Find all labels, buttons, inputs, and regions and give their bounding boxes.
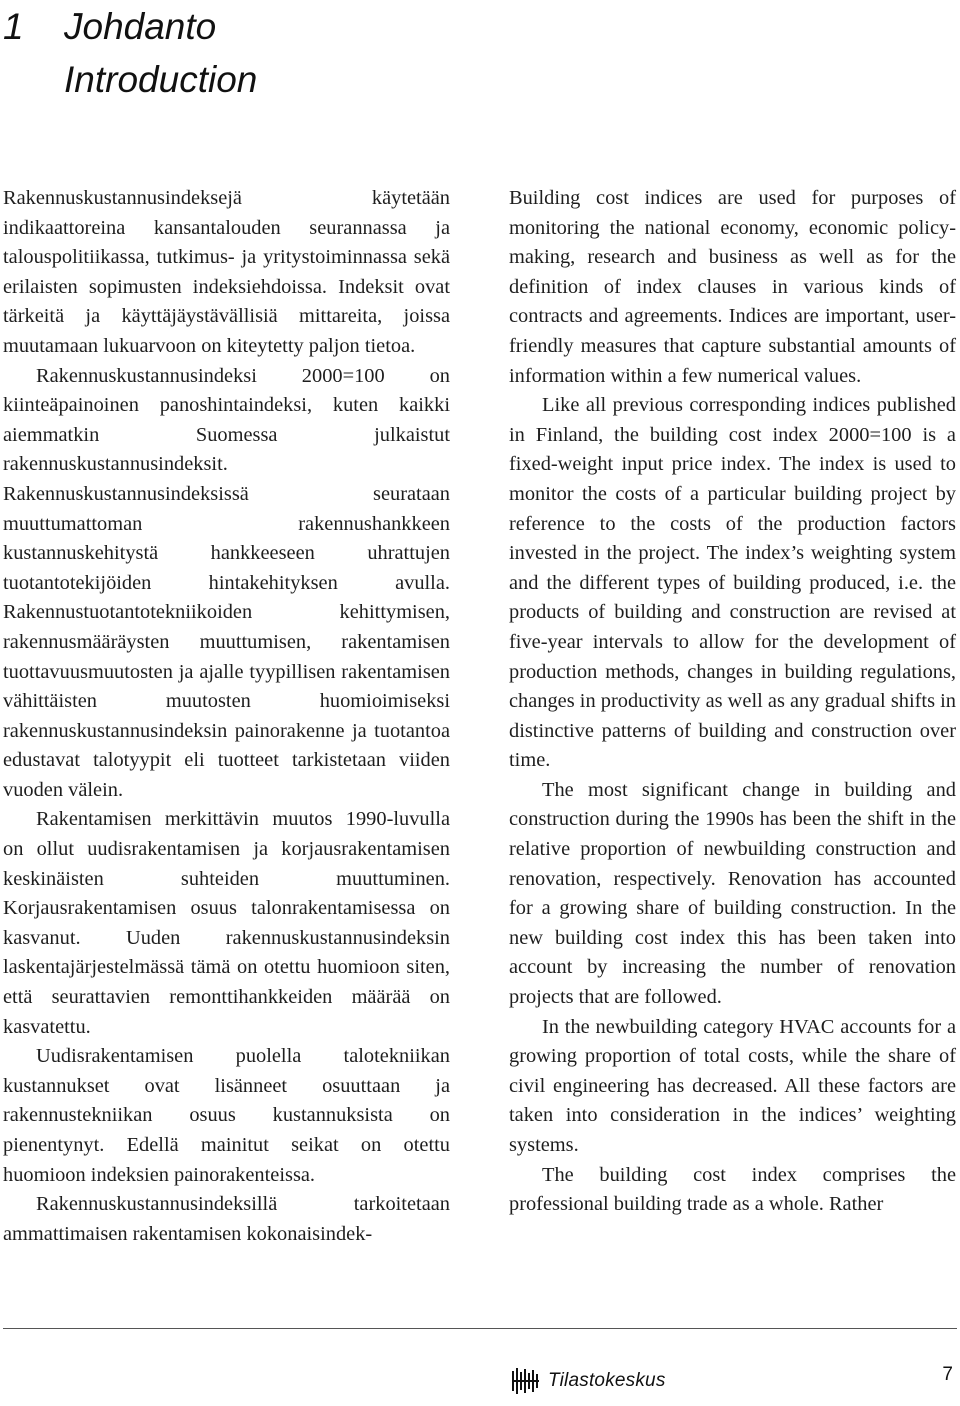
en-paragraph-5: The building cost index comprises the professional building trade as a whole. Rather (509, 1163, 956, 1216)
brand-name: Tilastokeskus (548, 1370, 666, 1391)
chapter-number: 1 (3, 6, 24, 47)
en-paragraph-1: Building cost indices are used for purposes of monitoring the national economy, economic policy-making, research and business as well as for the definition of index clauses in various kinds of contracts and agreements. Indices are important, user-friendly measures that capture substantial amounts of information within a few numerical values. (509, 187, 956, 387)
fi-paragraph-5: Rakennuskustannusindeksillä tarkoitetaan ammattimaisen rakentamisen kokonaisindek- (3, 1193, 450, 1245)
footer-divider (3, 1328, 957, 1329)
tilastokeskus-logo-icon (512, 1368, 542, 1394)
footer-brand (512, 1368, 666, 1394)
chapter-heading (3, 0, 257, 106)
fi-paragraph-2: Rakennuskustannusindeksi 2000=100 on kiinteäpainoinen panoshintaindeksi, kuten kaikki aiemmatkin Suomessa julkaistut rakennuskustannusindeksit. Rakennuskustannusindeksissä seurataan muuttumattoman rakennushankkeen kustannuskehitystä hankkeeseen uhrattujen tuotantotekijöiden hintakehityksen avulla. Rakennustuotantotekniikoiden kehittymisen, rakennusmääräysten muuttumisen, rakentamisen tuottavuusmuutosten ja ajalle tyypillisen rakentamisen vähittäisten muutosten huomioimiseksi rakennuskustannusindeksin painorakenne ja tuotantoa edustavat talotyypit eli tuotteet tarkistetaan viiden vuoden välein. (3, 364, 450, 801)
chapter-title-en: Introduction (64, 59, 258, 100)
english-column (509, 184, 956, 1220)
chapter-title-fi: Johdanto (64, 6, 217, 47)
fi-paragraph-3: Rakentamisen merkittävin muutos 1990-luvulla on ollut uudisrakentamisen ja korjausrakentamisen keskinäisten suhteiden muuttuminen. Korjausrakentamisen osuus talonrakentamisessa on kasvanut. Uuden rakennuskustannusindeksin laskentajärjestelmässä tämä on otettu huomioon siten, että seurattavien remonttihankkeiden määrää on kasvatettu. (3, 808, 450, 1038)
page-number: 7 (942, 1364, 953, 1385)
en-paragraph-3: The most significant change in building and construction during the 1990s has been the shift in the relative proportion of newbuilding construction and renovation, respectively. Renovation has accounted for a growing share of building construction. In the new building cost index this has been taken into account by increasing the number of renovation projects that are followed. (509, 778, 956, 1009)
fi-paragraph-1: Rakennuskustannusindeksejä käytetään indikaattoreina kansantalouden seurannassa ja talouspolitiikassa, tutkimus- ja yritystoiminnassa sekä erilaisten sopimusten indeksiehdoissa. Indeksit ovat tärkeitä ja käyttäjäystävällisiä mittareita, joissa muutamaan lukuarvoon on kiteytetty paljon tietoa. (3, 187, 450, 357)
en-paragraph-2: Like all previous corresponding indices published in Finland, the building cost index 2000=100 is a fixed-weight input price index. The index is used to monitor the costs of a particular building project by reference to the costs of the production factors invested in the project. The index’s weighting system and the different types of building produced, i.e. the products of building and construction are revised at five-year intervals to allow for the development of production methods, changes in building regulations, changes in productivity as well as any gradual shifts in distinctive patterns of building and construction over time. (509, 394, 956, 772)
en-paragraph-4: In the newbuilding category HVAC accounts for a growing proportion of total costs, while the share of civil engineering has decreased. All these factors are taken into consideration in the indices’ weighting systems. (509, 1015, 956, 1156)
fi-paragraph-4: Uudisrakentamisen puolella talotekniikan kustannukset ovat lisänneet osuuttaan ja rakennustekniikan osuus kustannuksista on pienentynyt. Edellä mainitut seikat on otettu huomioon indeksien painorakenteissa. (3, 1045, 450, 1186)
finnish-column (3, 184, 450, 1249)
